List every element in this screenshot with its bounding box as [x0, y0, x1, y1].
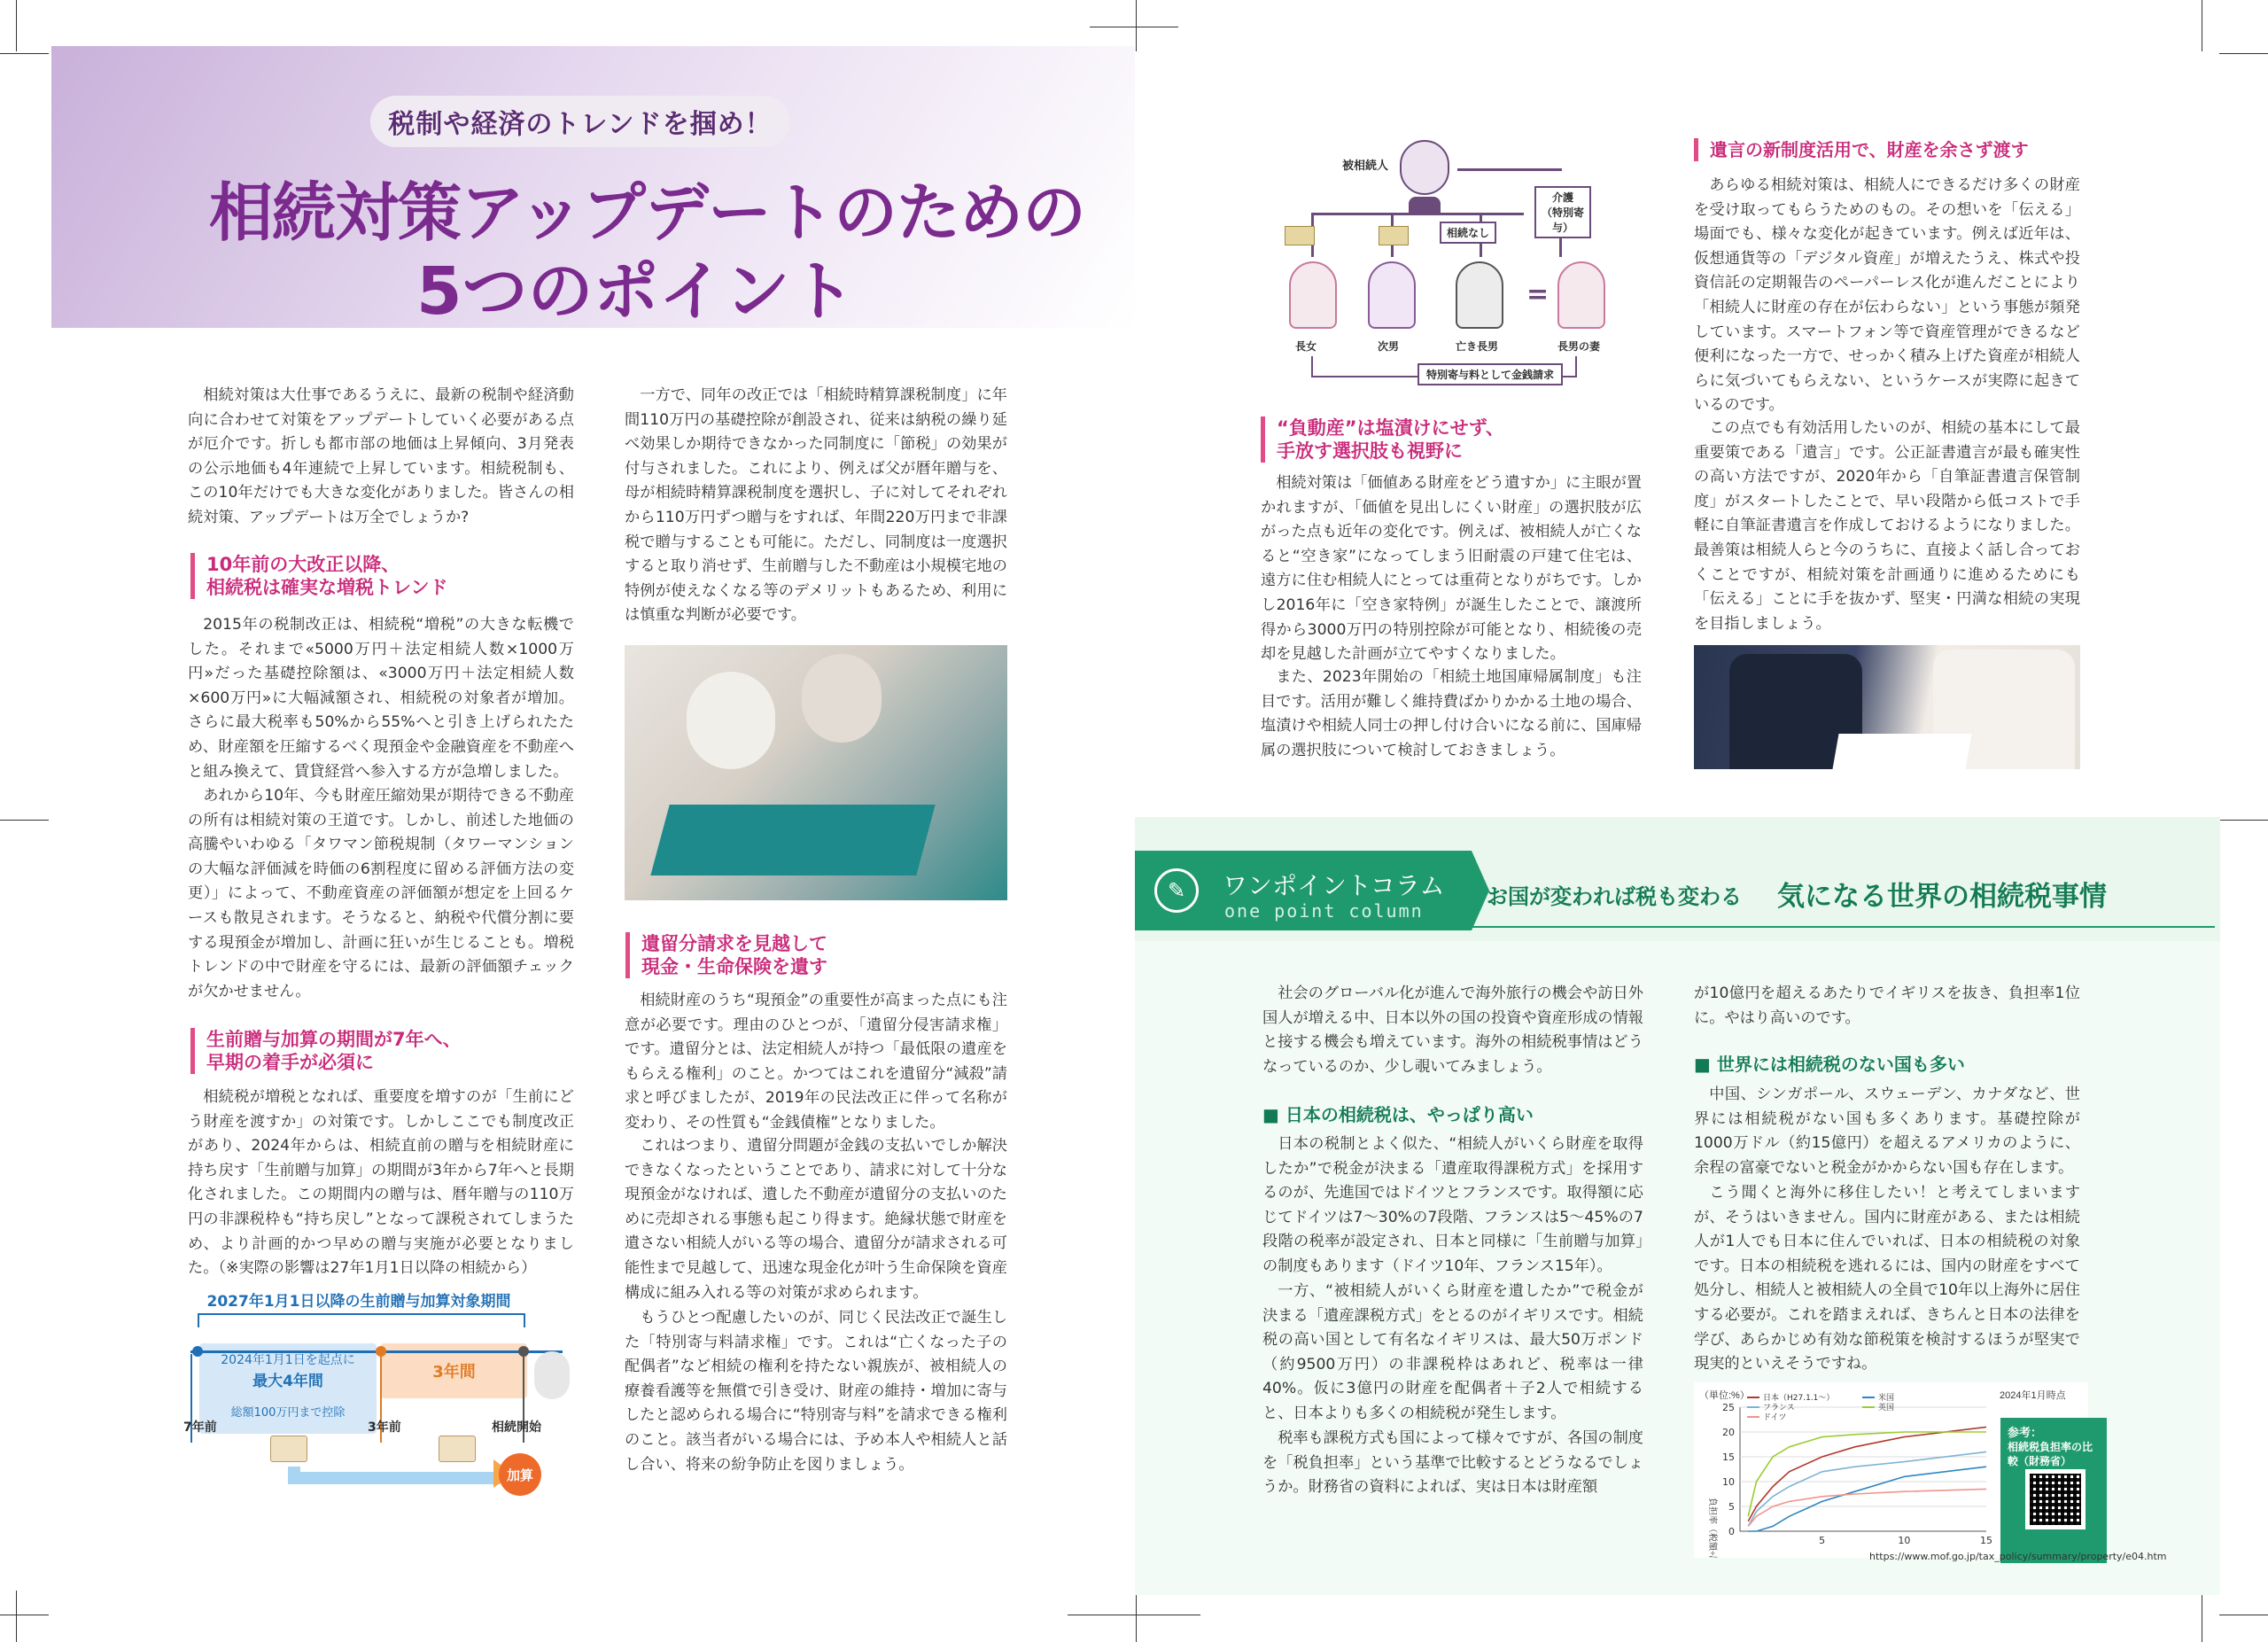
column-badge-en: one point column: [1224, 900, 1424, 922]
timeline-title: 2027年1月1日以降の生前贈与加算対象期間: [206, 1293, 511, 1311]
timeline-arrow: [288, 1467, 501, 1484]
money-icon: [1285, 226, 1315, 245]
money-icon: [270, 1436, 307, 1462]
chart-unit: （単位:%）: [1699, 1390, 1750, 1401]
chart-series-line: [1748, 1451, 1986, 1526]
label-second-son: 次男: [1378, 340, 1400, 353]
label-care-line1: 介護: [1551, 191, 1573, 204]
label-care: [1534, 186, 1591, 238]
section3-heading-line1: 遺留分請求を見越して: [641, 933, 827, 954]
section1-paragraph1: 2015年の税制改正は、相続税“増税”の大きな転機でした。それまで«5000万円＋法定相続人数×1000万円»だった基礎控除額は、«3000万円＋法定相続人数×600万円»に大幅減額され、相続税の対象者が増加。さらに最大税率も50%から55%へと引き上げられたため、財産額を圧縮するべく現預金や金融資産を不動産へと組み換えて、賃貸経営へ参入する方が急増しました。: [188, 616, 574, 781]
chart-y-tick-label: 10: [1722, 1476, 1735, 1488]
section2-heading-line2: 早期の着手が必須に: [206, 1052, 374, 1073]
crop-mark: [0, 820, 49, 821]
column-paragraph6: こう聞くと海外に移住したい！と考えてしまいますが、そうはいきません。国内に財産がある、または相続人が1人でも日本に住んでいれば、日本の相続税の対象です。日本の相続税を逃れるには、国内の財産をすべて処分し、相続人と被相続人の全員で10年以上海外に居住する必要が。これを踏まえれば、きちんと日本の法律を学び、あらかじめ有効な節税策を検討するほうが堅実で現実的といえそうですね。: [1694, 1184, 2080, 1374]
timeline-box-4years: [199, 1343, 377, 1434]
column-heading2: ■ 世界には相続税のない国も多い: [1694, 1054, 1965, 1075]
page-title-line2: 5つのポイント: [416, 253, 856, 330]
section1-heading-line1: 10年前の大改正以降、: [206, 554, 400, 575]
column-paragraph5: 中国、シンガポール、スウェーデン、カナダなど、世界には相続税がない国も多くあります。基礎控除が1000万ドル（約15億円）を超えるアメリカのように、余程の富豪でないと税金がかからない国も存在します。: [1694, 1086, 2080, 1177]
label-eldest-daughter: 長女: [1295, 340, 1317, 353]
reference-title: 相続税負担率の比較（財務省）: [2008, 1441, 2093, 1467]
column-divider: [1471, 926, 2215, 928]
family-diagram: [1276, 133, 1648, 390]
timeline-label-3years: 3年前: [368, 1420, 401, 1435]
chart-series-line: [1748, 1427, 1986, 1521]
col2-paragraph1: 一方で、同年の改正では「相続時精算課税制度」に年間110万円の基礎控除が創設され、従来は納税の繰り延べ効果しか期待できなかった同制度に「節税」の効果が付与されました。これにより、例えば父が暦年贈与を、母が相続時精算課税制度を選択し、子に対してそれぞれから110万円ずつ贈与をすれば、年間220万円まで非課税で贈与することも可能に。ただし、同制度は一度選択すると取り消せず、生前贈与した不動産は小規模宅地の特例が使えなくなる等のデメリットもあるため、利用には慎重な判断が必要です。: [625, 386, 1007, 625]
intro-paragraph: 相続対策は大仕事であるうえに、最新の税制や経済動向に合わせて対策をアップデートしていく必要がある点が厄介です。折しも都市部の地価は上昇傾向、3月発表の公示地価も4年連続で上昇しています。相続税制も、この10年だけでも大きな変化がありました。皆さんの相続対策、アップデートは万全でしょうか?: [188, 386, 574, 526]
chart-y-tick-label: 20: [1722, 1427, 1735, 1438]
section4-paragraph2: また、2023年開始の「相続土地国庫帰属制度」も注目です。活用が難しく維持費ばかりかかる土地の場合、塩漬けや相続人同士の押し付け合いになる前に、国庫帰属の選択肢について検討しておきましょう。: [1261, 668, 1642, 759]
section5-heading: 遺言の新制度活用で、財産を余さず渡す: [1694, 138, 2084, 161]
section4-heading-line1: “負動産”は塩漬けにせず、: [1277, 417, 1504, 439]
header-kicker: 税制や経済のトレンドを掴め！: [370, 96, 790, 147]
chart-y-tick-label: 15: [1722, 1451, 1735, 1463]
reference-label: 参考：: [2008, 1427, 2043, 1440]
column-badge-jp: ワンポイントコラム: [1223, 871, 1445, 900]
section1-paragraph2: あれから10年、今も財産圧縮効果が期待できる不動産の所有は相続対策の王道です。しかし、前述した地価の高騰やいわゆる「タワマン節税規制（タワーマンションの大幅な評価減を時価の6割程度に留める評価方法の変更）」によって、不動産資産の評価額が想定を上回るケースも散見されます。そうなると、納税や代償分割に要する現預金が増加し、計画に狂いが生じることも。増税トレンドの中で財産を守るには、最新の評価額チェックが欠かせません。: [188, 787, 574, 1000]
elderly-couple-photo: [625, 645, 1007, 900]
decedent-body-icon: [1409, 197, 1441, 213]
section3-heading-line2: 現金・生命保険を遺す: [641, 956, 827, 977]
photo-document-folder: [650, 805, 935, 875]
photo-figure-woman: [687, 672, 775, 769]
crop-mark: [0, 53, 49, 54]
chart-legend-label: 米国: [1878, 1394, 1895, 1403]
column-intro: 社会のグローバル化が進んで海外旅行の機会や訪日外国人が増える中、日本以外の国の投資や資産形成の情報と接する機会も増えています。海外の相続税事情はどうなっているのか、少し覗いてみましょう。: [1262, 984, 1643, 1076]
qr-code[interactable]: [2025, 1469, 2085, 1529]
timeline-bracket: [198, 1313, 525, 1327]
crop-mark: [16, 0, 17, 51]
family-branch-line: [1311, 213, 1524, 215]
section3-heading: [625, 932, 1006, 978]
timeline-diagram: [183, 1285, 580, 1506]
section3-paragraph2: これはつまり、遺留分問題が金銭の支払いでしか解決できなくなったということであり、請求に対して十分な現預金がなければ、遺した不動産が遺留分の支払いのために売却される事態も起こり得ます。絶縁状態で財産を遺さない相続人がいる等の場合、遺留分が請求される可能性まで見越して、迅速な現金化が叶う生命保険を資産構成に組み入れる等の対策が求められます。: [625, 1137, 1007, 1302]
chart-legend-label: フランス: [1763, 1404, 1795, 1412]
section4-paragraph1: 相続対策は「価値ある財産をどう遺すか」に主眼が置かれますが、「価値を見出しにくい財産」の選択肢が広がった点も近年の変化です。例えば、被相続人が亡くなると“空き家”になってしまう旧耐震の戸建て住宅は、遠方に住む相続人にとっては重荷となりがちです。しかし2016年に「空き家特例」が誕生したことで、譲渡所得から3000万円の特別控除が可能となり、相続後の売却を見越した計画が立てやすくなりました。: [1261, 474, 1642, 664]
chart-legend-label: 英国: [1878, 1404, 1895, 1412]
chart-series-line: [1748, 1489, 1986, 1526]
section4-heading: [1261, 416, 1633, 463]
chart-legend-label: 日本（H27.1.1～）: [1763, 1394, 1835, 1403]
consultation-photo: [1694, 645, 2080, 769]
addition-badge: 加算: [499, 1453, 541, 1496]
chart-x-tick-label: 15: [1980, 1535, 1992, 1546]
elderly-person-icon: [534, 1351, 570, 1399]
chart-y-tick-label: 25: [1722, 1402, 1735, 1413]
qr-code-pattern: [2030, 1474, 2081, 1525]
label-claim: 特別寄与料として金銭請求: [1418, 363, 1563, 385]
label-decedent: 被相続人: [1342, 160, 1389, 173]
reference-url[interactable]: https://www.mof.go.jp/tax_policy/summary/property/e04.htm: [1869, 1551, 2167, 1562]
section2-heading-line1: 生前贈与加算の期間が7年へ、: [206, 1029, 462, 1050]
column-subtitle-big: 気になる世界の相続税事情: [1777, 881, 2107, 913]
crop-mark: [2219, 53, 2268, 54]
money-icon: [1379, 226, 1409, 245]
timeline-label-start: 相続開始: [492, 1420, 541, 1435]
page-title-line1: 相続対策アップデートのための: [209, 175, 1085, 250]
chart-note: 2024年1月時点: [2000, 1390, 2066, 1401]
money-icon: [439, 1436, 476, 1462]
crop-mark: [1136, 1591, 1137, 1642]
equals-icon: =: [1526, 279, 1550, 310]
timeline-box-4years-line1: 2024年1月1日を起点に: [221, 1353, 355, 1367]
chart-x-tick-label: 10: [1898, 1535, 1911, 1546]
timeline-box-3years: 3年間: [381, 1343, 527, 1398]
chart-y-tick-label: 5: [1728, 1501, 1735, 1513]
decedent-icon: [1400, 140, 1449, 195]
section2-heading: [190, 1028, 571, 1074]
reference-box: [2000, 1418, 2107, 1563]
crop-mark: [2219, 820, 2268, 821]
label-care-line2: （特別寄与）: [1541, 206, 1584, 234]
pen-icon: ✎: [1154, 868, 1199, 913]
section1-heading: [190, 553, 571, 599]
section4-heading-line2: 手放す選択肢も視野に: [1277, 440, 1463, 462]
chart-y-tick-label: 0: [1728, 1526, 1735, 1537]
eldest-son-wife-icon: [1557, 261, 1605, 329]
section5-paragraph2: この点でも有効活用したいのが、相続の基本にして最重要策である「遺言」です。公正証書遺言が最も確実性の高い方法ですが、2020年から「自筆証書遺言保管制度」がスタートしたことで、早い段階から低コストで手軽に自筆証書遺言を作成しておけるようになりました。最善策は相続人らと今のうちに、直接よく話し合っておくことですが、相続対策を計画通りに進めるためにも「伝える」ことに手を抜かず、堅実・円満な相続の実現を目指しましょう。: [1694, 419, 2080, 633]
label-late-eldest-son: 亡き長男: [1456, 340, 1499, 353]
second-son-icon: [1368, 261, 1416, 329]
column-subtitle-small: お国が変われば税も変わる: [1487, 884, 1742, 909]
timeline-box-4years-line3: 総額100万円まで控除: [230, 1406, 346, 1420]
photo-document: [1832, 734, 1971, 769]
timeline-dot: [192, 1346, 203, 1357]
eldest-daughter-icon: [1289, 261, 1337, 329]
crop-mark: [16, 1591, 17, 1642]
section3-paragraph1: 相続財産のうち“現預金”の重要性が高まった点にも注意が必要です。理由のひとつが、「遺留分侵害請求権」です。遺留分とは、法定相続人が持つ「最低限の遺産をもらえる権利」のこと。かつてはこれを遺留分“減殺”請求と呼びましたが、2019年の民法改正に伴って名称が変わり、その性質も“金銭債権”となりました。: [625, 992, 1007, 1132]
crop-mark: [1136, 0, 1137, 51]
timeline-label-7years: 7年前: [183, 1420, 217, 1435]
section1-heading-line2: 相続税は確実な増税トレンド: [206, 577, 448, 598]
care-line: [1457, 168, 1562, 171]
late-eldest-son-icon: [1456, 261, 1503, 329]
chart-ylabel: 負担率（税額÷課税価格）: [1707, 1498, 1717, 1558]
column-heading1: ■ 日本の相続税は、やっぱり高い: [1262, 1104, 1534, 1125]
timeline-box-4years-line2: 最大4年間: [252, 1373, 323, 1390]
chart-x-tick-label: 5: [1819, 1535, 1826, 1546]
section3-paragraph3: もうひとつ配慮したいのが、同じく民法改正で誕生した「特別寄与料請求権」です。これは“亡くなった子の配偶者”など相続の権利を持たない親族が、被相続人の療養看護等を無償で引き受け、財産の維持・増加に寄与したと認められる場合に“特別寄与料”を請求できる権利のこと。該当者がいる場合には、予め本人や相続人と話し合い、将来の紛争防止を図りましょう。: [625, 1309, 1007, 1474]
column-paragraph4: が10億円を超えるあたりでイギリスを抜き、負担率1位に。やはり高いのです。: [1694, 984, 2080, 1027]
photo-figure-man: [802, 654, 882, 743]
section2-paragraph1: 相続税が増税となれば、重要度を増すのが「生前にどう財産を渡すか」の対策です。しかしここでも制度改正があり、2024年からは、相続直前の贈与を相続財産に持ち戻す「生前贈与加算」の期間が3年から7年へと長期化されました。この期間内の贈与は、暦年贈与の110万円の非課税枠も“持ち戻し”となって課税されてしまうため、より計画的かつ早めの贈与実施が必要となりました。（※実際の影響は27年1月1日以降の相続から）: [188, 1088, 574, 1278]
label-no-inheritance: 相続なし: [1440, 222, 1496, 244]
label-eldest-son-wife: 長男の妻: [1557, 340, 1601, 353]
column-paragraph3: 税率も課税方式も国によって様々ですが、各国の制度を「税負担率」という基準で比較するとどうなるでしょうか。財務省の資料によれば、実は日本は財産額: [1262, 1429, 1643, 1497]
column-paragraph2: 一方、“被相続人がいくら財産を遺したか”で税金が決まる「遺産課税方式」をとるのがイギリスです。相続税の高い国として有名なイギリスは、最大50万ポンド（約9500万円）の非課税枠はあれど、税率は一律40%。仮に3億円の財産を配偶者＋子2人で相続すると、日本よりも多くの相続税が発生します。: [1262, 1282, 1643, 1422]
section5-paragraph1: あらゆる相続対策は、相続人にできるだけ多くの財産を受け取ってもらうためのもの。その想いを「伝える」場面でも、様々な変化が起きています。例えば近年は、仮想通貨等の「デジタル資産」が増えたうえ、株式や投資信託の定期報告のペーパーレス化が進んだことにより「相続人に財産の存在が伝わらない」という事態が頻発しています。スマートフォン等で資産管理ができるなど便利になった一方で、せっかく積み上げた資産が相続人らに気づいてもらえない、というケースが実際に起きているのです。: [1694, 176, 2080, 415]
column-paragraph1: 日本の税制とよく似た、“相続人がいくら財産を取得したか”で税金が決まる「遺産取得課税方式」を採用するのが、先進国ではドイツとフランスです。取得額に応じてドイツは7～30%の7段階、フランスは5～45%の7段階の税率が設定され、日本と同様に「生前贈与加算」の制度もあります（ドイツ10年、フランス15年）。: [1262, 1135, 1643, 1275]
chart-legend-label: ドイツ: [1763, 1413, 1787, 1422]
